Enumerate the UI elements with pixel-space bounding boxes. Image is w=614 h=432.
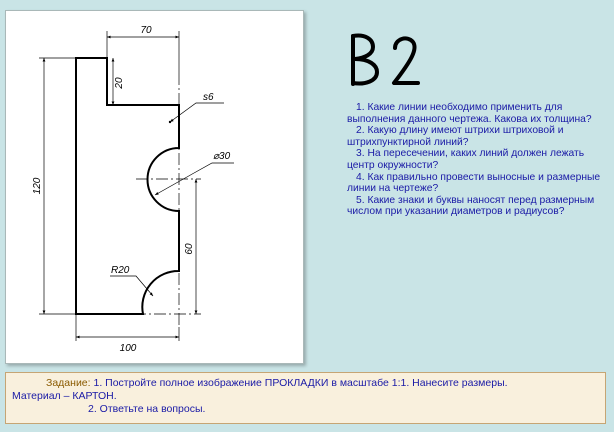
question-5: 5. Какие знаки и буквы наносят перед размерным числом при указании диаметров и радиусов?: [347, 194, 595, 218]
dimension-lines: [44, 37, 234, 337]
dim-bottom-width: 100: [119, 343, 137, 354]
dim-top-width: 70: [140, 25, 152, 36]
extension-lines: [39, 31, 179, 341]
task-label: Задание:: [46, 377, 91, 389]
task-line-1: [12, 377, 599, 390]
dim-center-height: 60: [184, 243, 195, 255]
card-title-handwritten: [347, 30, 437, 90]
dim-radius: R20: [111, 265, 130, 276]
task-box: [5, 372, 606, 424]
question-3: 3. На пересечении, каких линий должен лежать центр окружности?: [347, 148, 585, 171]
gasket-drawing: [6, 11, 303, 363]
question-2: 2. Какую длину имеют штрихи штриховой и штрихпунктирной линий?: [347, 125, 564, 148]
leader-hole-diameter: [194, 163, 234, 173]
task-text-1: 1. Постройте полное изображение ПРОКЛАДКИ в масштабе 1:1. Нанесите размеры.: [90, 377, 508, 389]
task-line-3: 2. Ответьте на вопросы.: [88, 403, 206, 415]
dim-hole-diameter: ⌀30: [213, 151, 231, 162]
questions-list: [347, 102, 605, 218]
task-line-2: Материал – КАРТОН.: [12, 390, 117, 402]
center-lines: [134, 73, 201, 327]
card-title: [347, 30, 437, 90]
dim-thickness: s6: [203, 92, 214, 103]
question-1: 1. Какие линии необходимо применить для выполнения данного чертежа. Какова их толщина?: [347, 102, 592, 125]
leader-radius: [110, 276, 153, 296]
dim-total-height: 120: [32, 177, 43, 195]
dim-notch-depth: 20: [114, 77, 125, 89]
drawing-sheet: [5, 10, 304, 364]
question-4: 4. Как правильно провести выносные и размерные линии на чертеже?: [347, 171, 601, 195]
